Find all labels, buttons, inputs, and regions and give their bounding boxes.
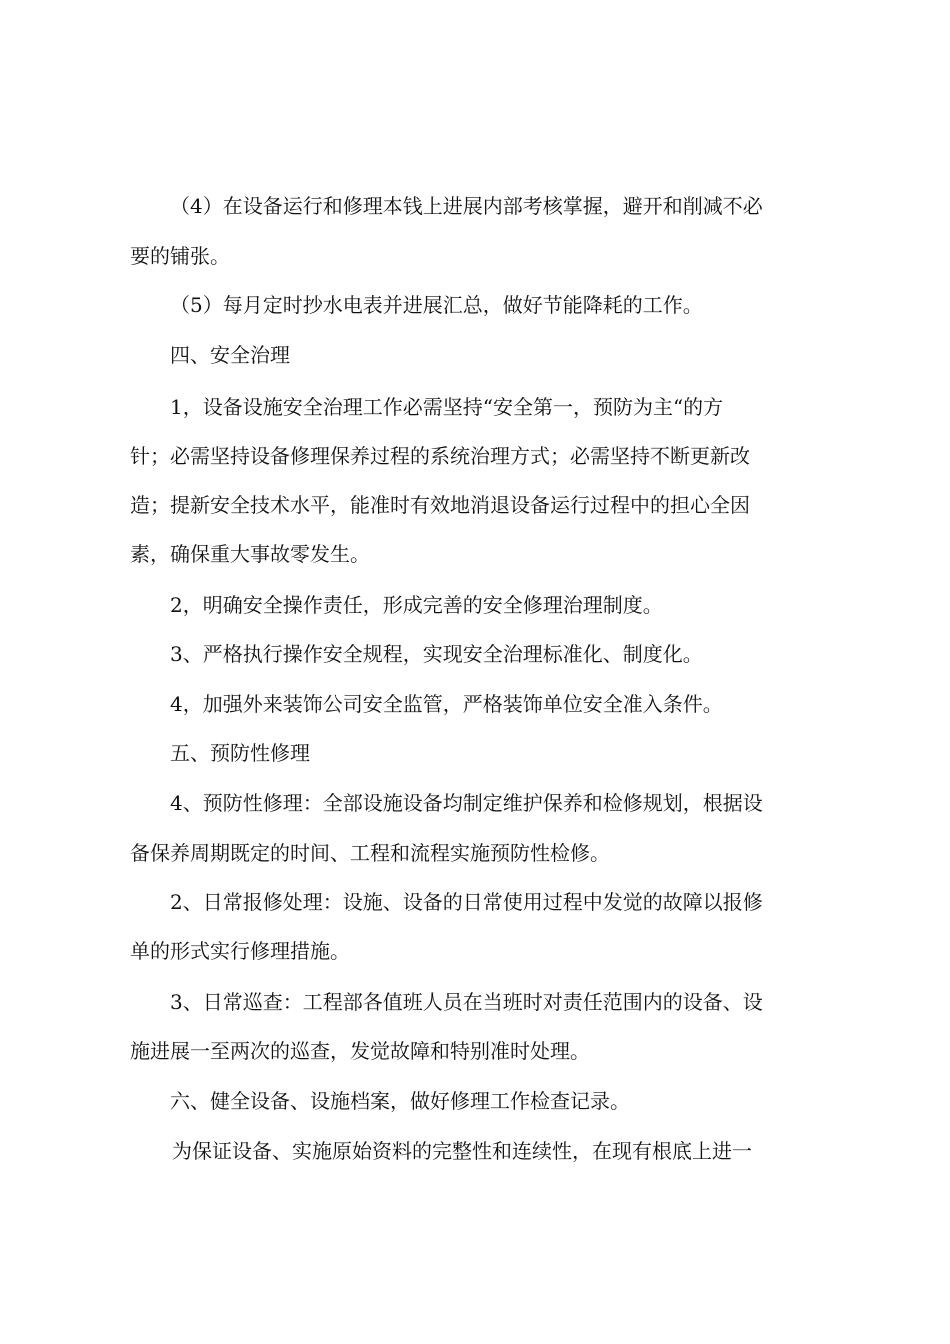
- paragraph-line: 备保养周期既定的时间、工程和流程实施预防性检修。: [130, 841, 610, 865]
- paragraph-line: （5）每月定时抄水电表并进展汇总，做好节能降耗的工作。: [170, 293, 703, 317]
- paragraph-line: 3、日常巡查：工程部各值班人员在当班时对责任范围内的设备、设: [170, 990, 763, 1014]
- paragraph-line: 针；必需坚持设备修理保养过程的系统治理方式；必需坚持不断更新改: [130, 444, 750, 468]
- paragraph-line: 4、预防性修理：全部设施设备均制定维护保养和检修规划，根据设: [170, 791, 763, 815]
- paragraph-line: 为保证设备、实施原始资料的完整性和连续性，在现有根底上进一: [172, 1139, 752, 1163]
- paragraph-line: 单的形式实行修理措施。: [130, 939, 350, 963]
- paragraph-line: 1，设备设施安全治理工作必需坚持“安全第一，预防为主“的方: [170, 395, 724, 419]
- paragraph-line: 造；提新安全技术水平，能准时有效地消退设备运行过程中的担心全因: [130, 493, 750, 517]
- section-heading: 四、安全治理: [170, 343, 290, 367]
- paragraph-line: 2，明确安全操作责任，形成完善的安全修理治理制度。: [170, 593, 663, 617]
- paragraph-line: 4，加强外来装饰公司安全监管，严格装饰单位安全准入条件。: [170, 692, 723, 716]
- section-heading: 五、预防性修理: [170, 741, 310, 765]
- paragraph-line: （4）在设备运行和修理本钱上进展内部考核掌握，避开和削减不必: [170, 194, 763, 218]
- paragraph-line: 要的铺张。: [130, 244, 230, 268]
- paragraph-line: 素，确保重大事故零发生。: [130, 542, 370, 566]
- paragraph-line: 2、日常报修处理：设施、设备的日常使用过程中发觉的故障以报修: [170, 890, 763, 914]
- paragraph-line: 施进展一至两次的巡查，发觉故障和特别准时处理。: [130, 1039, 590, 1063]
- section-heading: 六、健全设备、设施档案，做好修理工作检查记录。: [170, 1089, 630, 1113]
- paragraph-line: 3、严格执行操作安全规程，实现安全治理标准化、制度化。: [170, 642, 703, 666]
